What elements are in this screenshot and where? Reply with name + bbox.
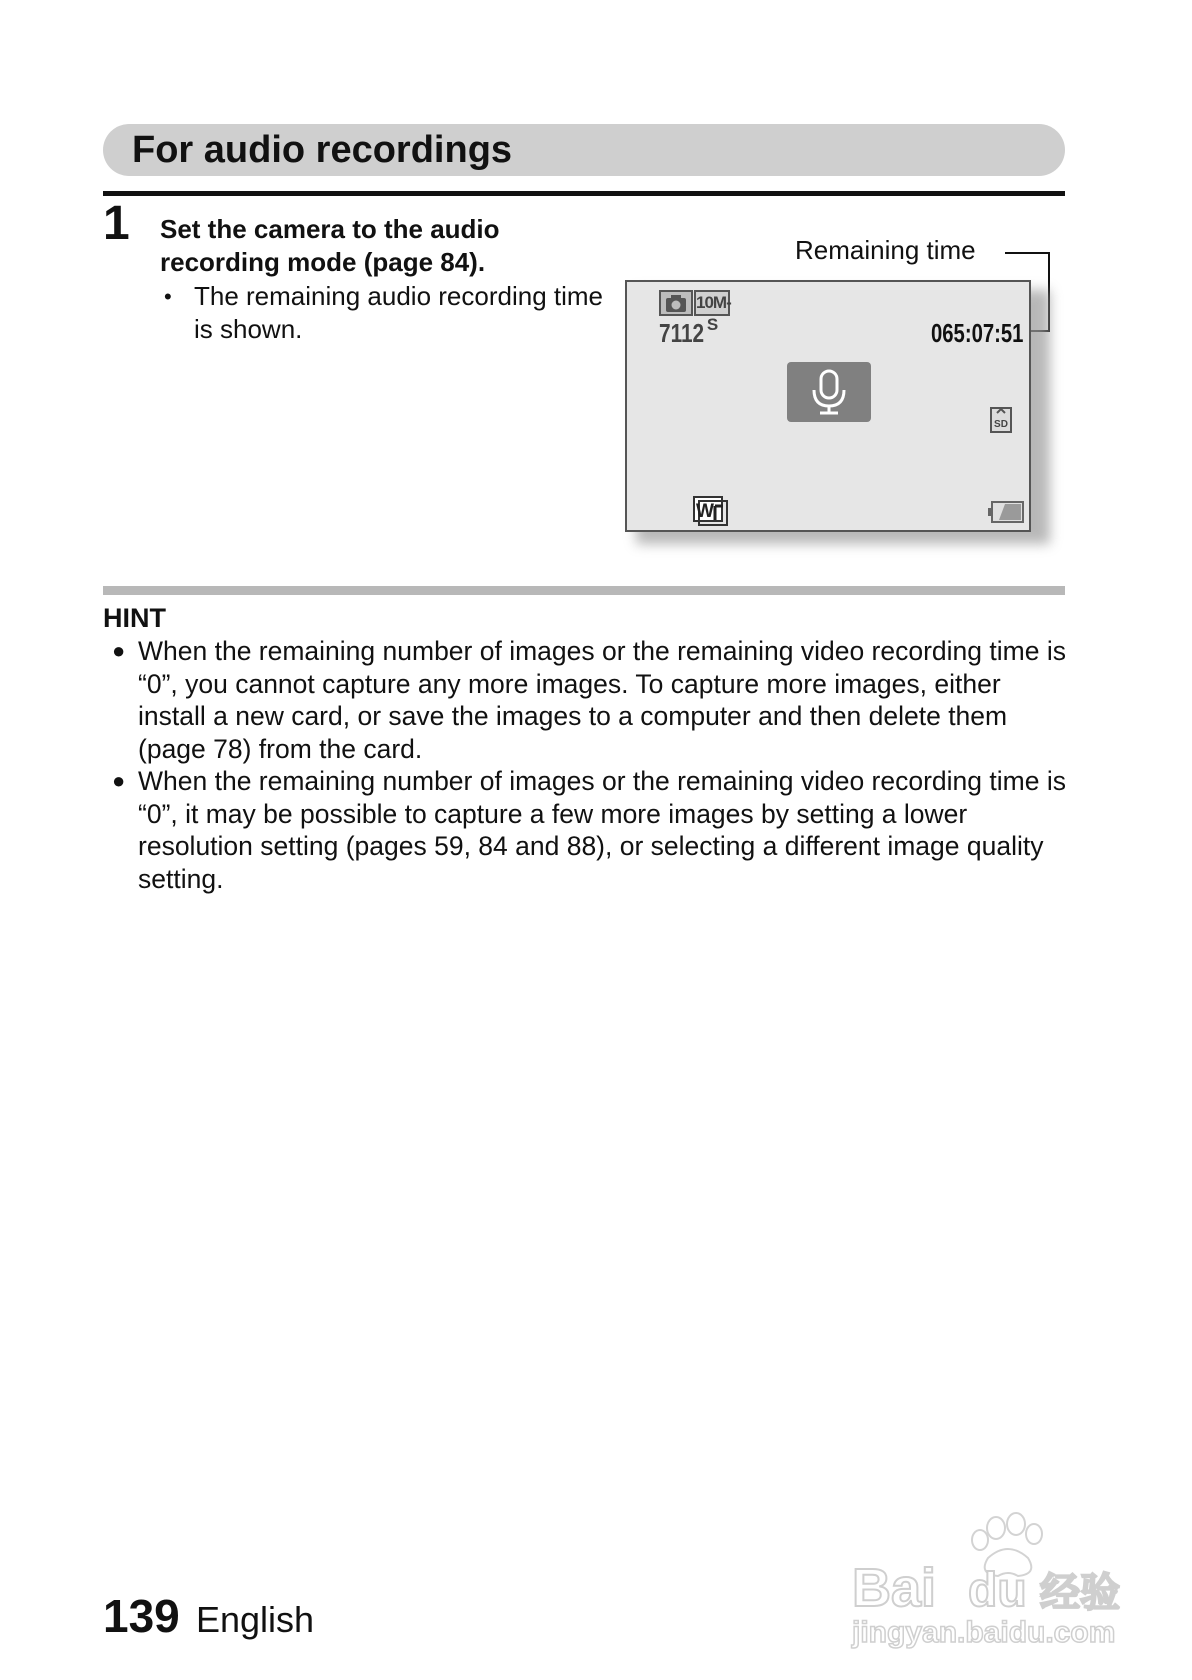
svg-text:SD: SD <box>994 419 1008 430</box>
svg-text:jingyan.baidu.com: jingyan.baidu.com <box>852 1616 1116 1649</box>
resolution-icon: 10M-S <box>694 290 730 316</box>
hint-divider <box>103 586 1065 595</box>
sd-card-icon <box>989 406 1013 434</box>
audio-mode-indicator <box>787 362 871 422</box>
hint-item: When the remaining number of images or the remaining video recording time is “0”, you cannot capture any more images. To capture more images, either install a new card, or save the images to a computer and then delete them (page 78) from the card. <box>138 636 1066 764</box>
camera-icon <box>659 290 693 316</box>
page-number: 139 <box>103 1590 180 1642</box>
image-count: 7112 <box>659 318 705 348</box>
svg-text:W: W <box>696 501 714 522</box>
remaining-time-value: 065:07:51 <box>931 318 1024 348</box>
svg-text:Bai: Bai <box>852 1558 937 1618</box>
step-bullet-text: The remaining audio recording time is shown. <box>194 281 603 344</box>
battery-icon <box>987 500 1025 524</box>
page-language: English <box>196 1599 315 1640</box>
section-title: For audio recordings <box>132 129 513 171</box>
camera-screen <box>625 280 1031 532</box>
step-bullet-glyph: • <box>164 284 172 309</box>
svg-text:du: du <box>968 1564 1027 1617</box>
hint-bullet-glyph: ● <box>112 768 126 793</box>
callout-leader-top <box>1005 252 1050 254</box>
step-divider <box>103 191 1065 196</box>
remaining-time-callout: Remaining time <box>795 235 976 265</box>
step-number: 1 <box>103 197 130 250</box>
step-heading: Set the camera to the audio recording mode (page 84). <box>160 214 500 277</box>
hint-title: HINT <box>103 603 166 633</box>
svg-text:经验: 经验 <box>1040 1570 1120 1616</box>
white-balance-icon <box>693 496 729 526</box>
baidu-watermark-logo <box>848 1510 1148 1650</box>
hint-bullet-glyph: ● <box>112 638 126 663</box>
section-title-bar <box>103 124 1065 176</box>
hint-item: When the remaining number of images or the remaining video recording time is “0”, it may be possible to capture a few more images by setting a lower resolution setting (pages 59, 84 and 88), or selecting a different image quality setting. <box>138 766 1066 894</box>
microphone-icon <box>787 362 871 422</box>
